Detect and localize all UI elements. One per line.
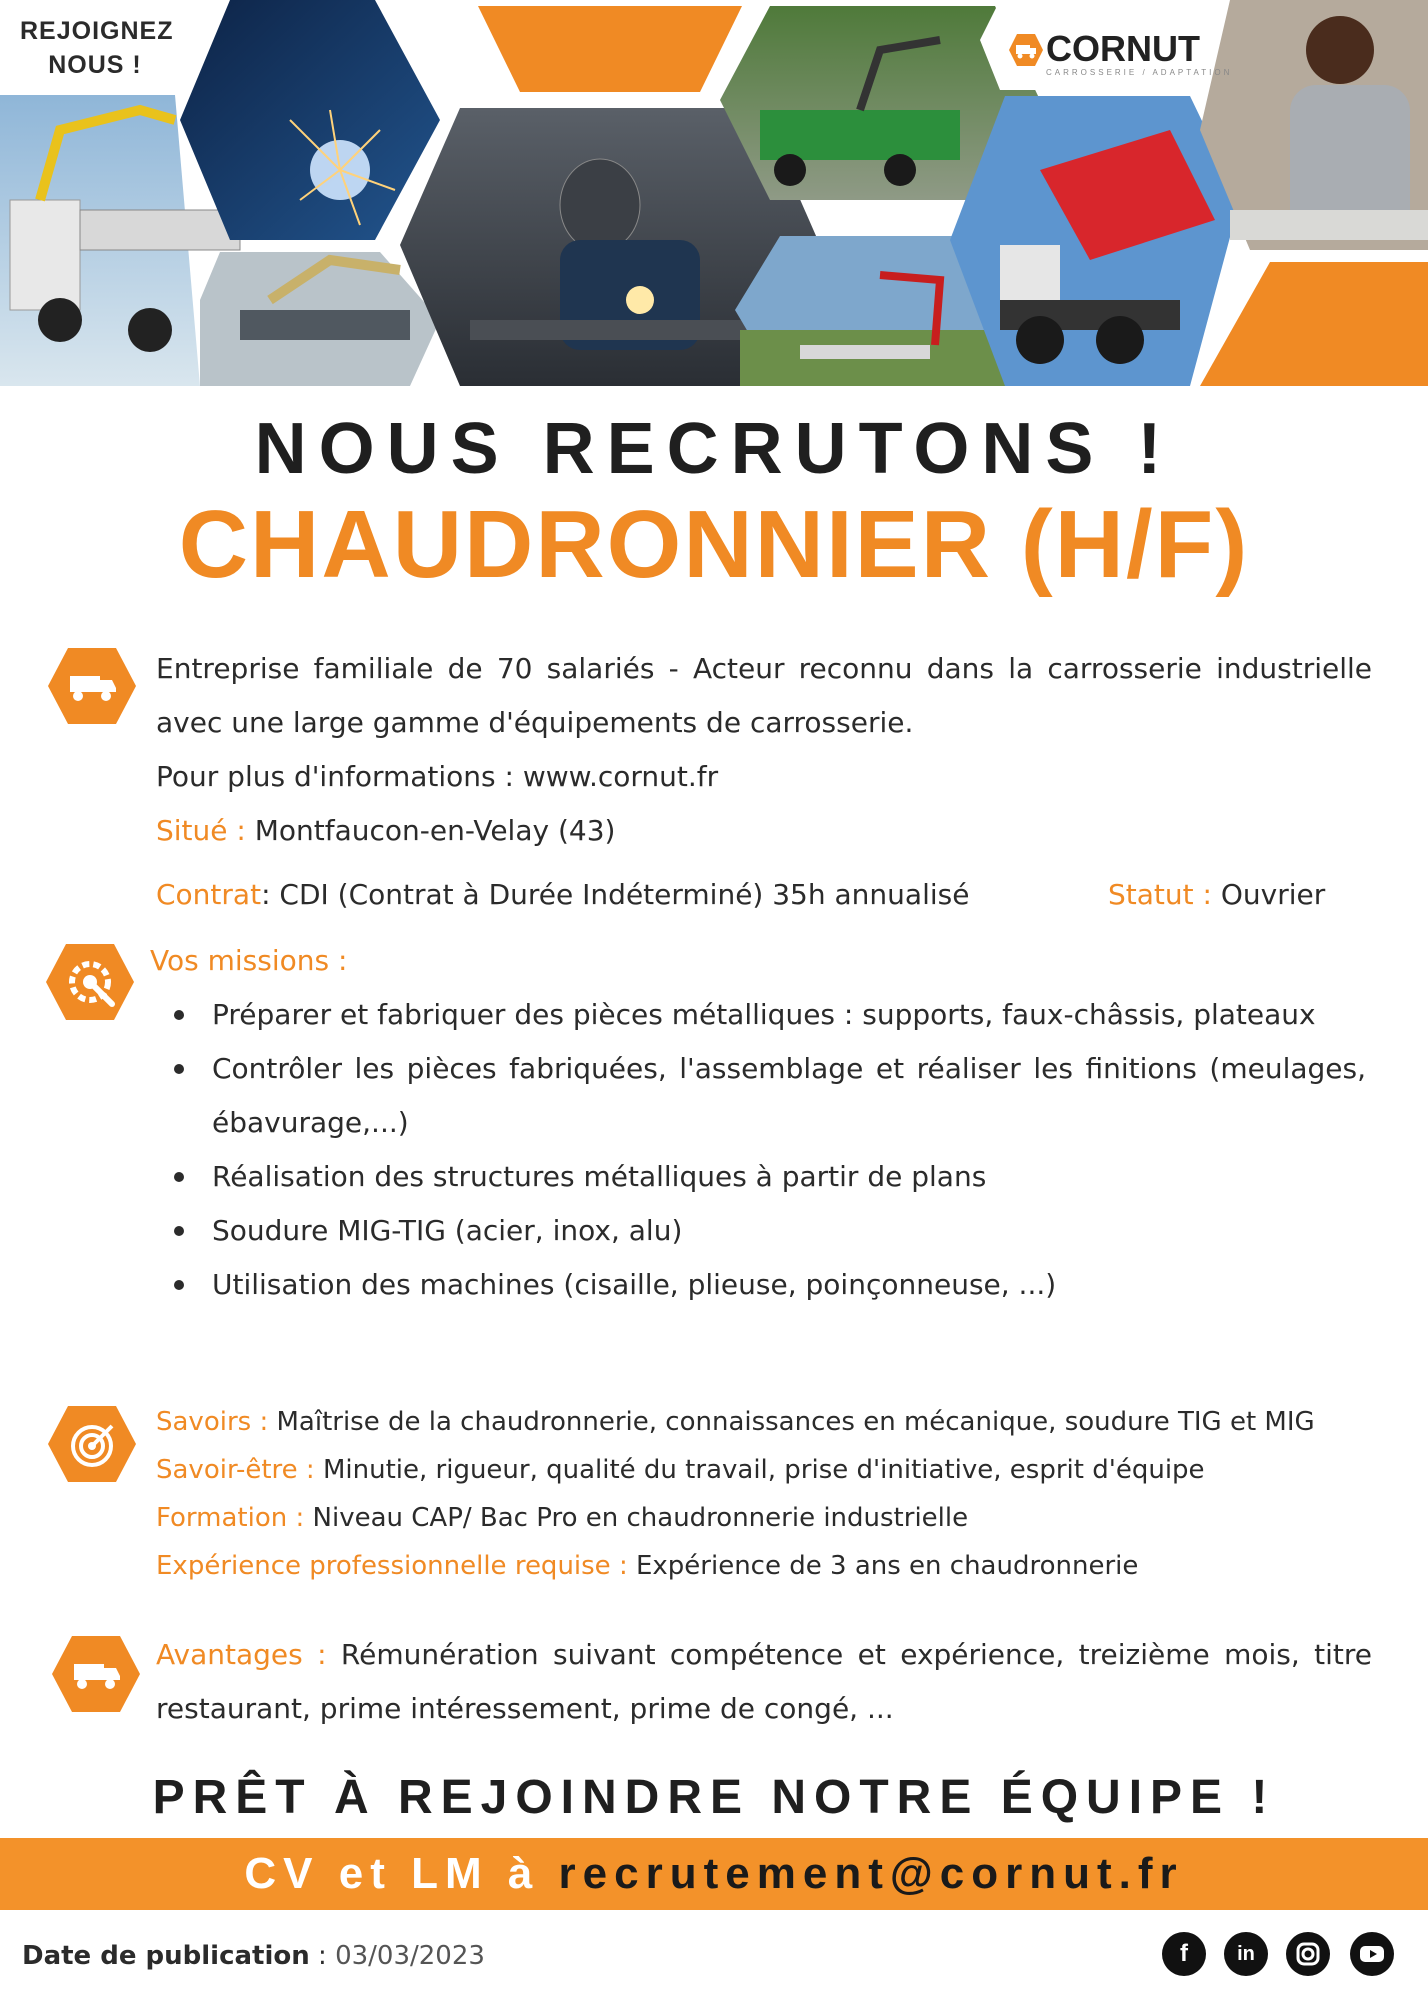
contact-bar xyxy=(0,1838,1428,1910)
company-description: Entreprise familiale de 70 salariés - Acteur reconnu dans la carrosserie industrielle avec une large gamme d'équipements de carrosserie. xyxy=(156,652,1372,739)
truck-icon xyxy=(46,646,138,726)
green-truck-body xyxy=(760,110,960,160)
youtube-icon[interactable] xyxy=(1350,1932,1394,1976)
savoir-etre-line xyxy=(156,1446,1205,1494)
welder-helmet xyxy=(560,159,640,251)
experience-value: Expérience de 3 ans en chaudronnerie xyxy=(635,1551,1139,1581)
truck-wheel xyxy=(774,154,806,186)
truck-platform xyxy=(80,210,240,250)
formation-line xyxy=(156,1494,968,1542)
call-to-action: PRÊT À REJOINDRE NOTRE ÉQUIPE ! xyxy=(152,1771,1276,1824)
mission-item: Soudure MIG-TIG (acier, inox, alu) xyxy=(166,1204,1366,1258)
contact-prefix: CV et LM à xyxy=(244,1849,559,1898)
formation-value: Niveau CAP/ Bac Pro en chaudronnerie industrielle xyxy=(312,1503,969,1533)
missions-list xyxy=(166,988,1366,1312)
orange-hexagon-corner xyxy=(1200,262,1428,386)
truck-wheel xyxy=(884,154,916,186)
mission-item: Contrôler les pièces fabriquées, l'assemblage et réaliser les finitions (meulages, ébavurage,...) xyxy=(166,1042,1366,1150)
status-label: Statut : xyxy=(1108,878,1212,911)
company-location xyxy=(156,804,615,858)
facebook-icon[interactable]: f xyxy=(1162,1932,1206,1976)
advantages-label: Avantages : xyxy=(156,1638,327,1671)
job-title: CHAUDRONNIER (H/F) xyxy=(178,491,1250,598)
missions-heading: Vos missions : xyxy=(150,944,348,977)
experience-label: Expérience professionnelle requise : xyxy=(156,1551,628,1581)
publication-date xyxy=(22,1938,485,1974)
contract-label: Contrat xyxy=(156,878,262,911)
logo-wordmark: CORNUT xyxy=(1046,28,1200,69)
location-label: Situé : xyxy=(156,814,246,847)
savoirs-line xyxy=(156,1398,1315,1446)
photo-banner xyxy=(0,0,1428,386)
worker-head xyxy=(1306,16,1374,84)
worker-table xyxy=(1230,210,1428,240)
linkedin-icon[interactable]: in xyxy=(1224,1932,1268,1976)
hexagon-collage xyxy=(0,0,1428,386)
contact-email[interactable]: recrutement@cornut.fr xyxy=(558,1849,1184,1898)
truck-icon xyxy=(50,1634,142,1714)
company-info: Pour plus d'informations : www.cornut.fr xyxy=(156,760,719,793)
truck-wheel xyxy=(1096,316,1144,364)
welding-photo xyxy=(180,0,440,240)
join-us-tag xyxy=(20,14,174,82)
savoir-etre-label: Savoir-être : xyxy=(156,1455,315,1485)
publication-separator: : xyxy=(309,1941,336,1971)
weld-glow xyxy=(626,286,654,314)
orange-hexagon xyxy=(478,6,742,92)
tag-line-2: NOUS ! xyxy=(48,51,142,79)
status-line xyxy=(1108,868,1325,922)
mission-item: Préparer et fabriquer des pièces métalliques : supports, faux-châssis, plateaux xyxy=(166,988,1366,1042)
formation-label: Formation : xyxy=(156,1503,305,1533)
instagram-icon[interactable] xyxy=(1286,1932,1330,1976)
location-value: Montfaucon-en-Velay (43) xyxy=(254,814,616,847)
page-title: NOUS RECRUTONS ! xyxy=(254,409,1174,489)
savoir-etre-value: Minutie, rigueur, qualité du travail, prise d'initiative, esprit d'équipe xyxy=(322,1455,1205,1485)
mission-item: Réalisation des structures métalliques à partir de plans xyxy=(166,1150,1366,1204)
publication-value: 03/03/2023 xyxy=(335,1941,485,1971)
advantages-text xyxy=(156,1628,1372,1736)
truck-wheel xyxy=(38,298,82,342)
gear-wrench-icon xyxy=(44,942,136,1022)
workbench xyxy=(470,320,760,340)
publication-label: Date de publication xyxy=(22,1941,310,1971)
tag-line-1: REJOIGNEZ xyxy=(20,17,174,45)
target-icon xyxy=(46,1404,138,1484)
savoirs-value: Maîtrise de la chaudronnerie, connaissances en mécanique, soudure TIG et MIG xyxy=(276,1407,1315,1437)
advantages-value: Rémunération suivant compétence et expérience, treizième mois, titre restaurant, prime intéressement, prime de congé, ... xyxy=(156,1638,1373,1725)
logo-tagline: CARROSSERIE / ADAPTATION xyxy=(1046,68,1233,77)
chassis-frame xyxy=(240,310,410,340)
truck-wheel xyxy=(1016,316,1064,364)
company-logo xyxy=(1008,28,1233,88)
mission-item: Utilisation des machines (cisaille, plieuse, poinçonneuse, ...) xyxy=(166,1258,1366,1312)
contract-line xyxy=(156,868,969,922)
logo-truck-icon xyxy=(1008,32,1044,68)
contract-value: : CDI (Contrat à Durée Indéterminé) 35h annualisé xyxy=(261,878,970,911)
savoirs-label: Savoirs : xyxy=(156,1407,269,1437)
truck-cab xyxy=(10,200,80,310)
status-value: Ouvrier xyxy=(1220,878,1326,911)
truck-wheel xyxy=(128,308,172,352)
flatbed xyxy=(800,345,930,359)
experience-line xyxy=(156,1542,1138,1590)
